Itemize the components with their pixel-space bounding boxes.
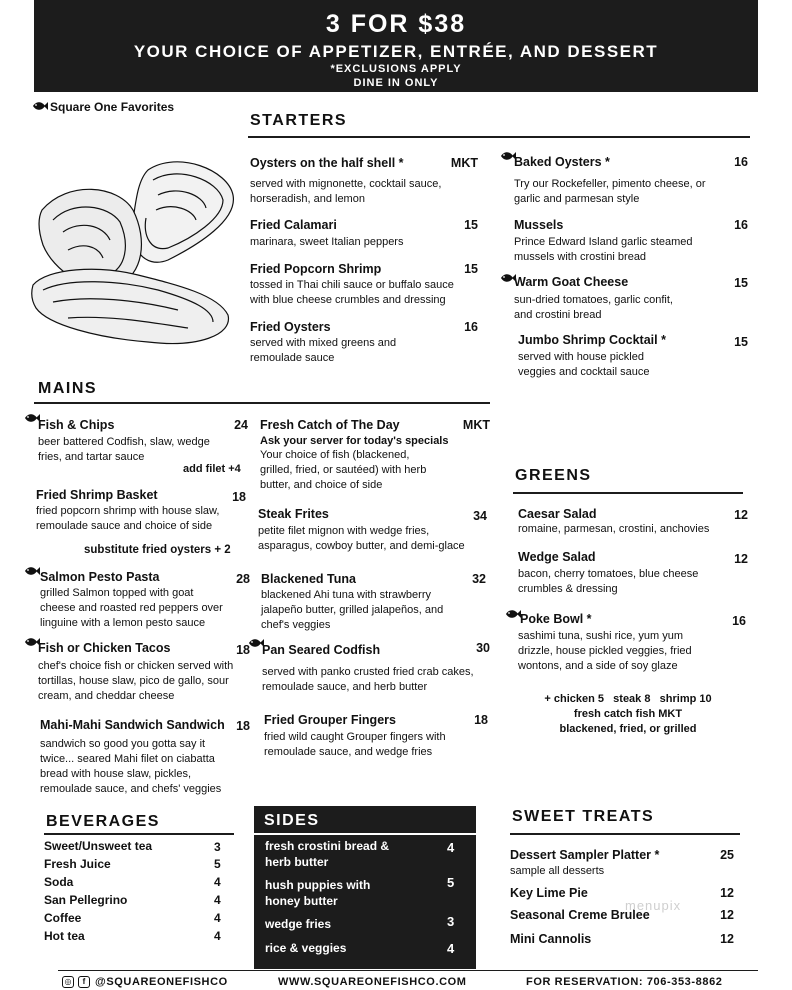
menu-item-name: Fried Grouper Fingers xyxy=(264,713,396,727)
menu-item-desc: Prince Edward Island garlic steamed mussels with crostini bread xyxy=(514,236,693,263)
menu-item-subtitle: Ask your server for today's specials xyxy=(260,435,449,447)
menu-item-name: Pan Seared Codfish xyxy=(262,643,381,657)
menu-item-name: Fish or Chicken Tacos xyxy=(38,641,171,655)
menu-item-price: 32 xyxy=(472,572,486,586)
beverage-price: 4 xyxy=(214,875,221,889)
menu-item-name: Fish & Chips xyxy=(38,418,115,432)
menu-item-price: 12 xyxy=(734,508,748,522)
menu-item-price: 16 xyxy=(734,218,748,232)
menu-item-desc: served with panko crusted fried crab cakes, remoulade sauce, and herb butter xyxy=(262,666,474,693)
side-item-price: 4 xyxy=(447,840,455,855)
side-item-name: fresh crostini bread & herb butter xyxy=(265,839,390,869)
menu-item-name: Fried Oysters xyxy=(250,320,331,334)
menu-item-price: MKT xyxy=(462,418,490,432)
beverage-price: 4 xyxy=(214,893,221,907)
menu-item-price: 15 xyxy=(464,218,478,232)
menu-item-desc: bacon, cherry tomatoes, blue cheese crumbles & dressing xyxy=(518,568,699,595)
section-title-mains: MAINS xyxy=(38,380,98,397)
section-title-sides: SIDES xyxy=(264,812,320,829)
section-title-greens: GREENS xyxy=(515,467,592,484)
menu-item-price: 25 xyxy=(720,848,734,862)
menu-item-desc: romaine, parmesan, crostini, anchovies xyxy=(518,523,710,535)
menu-item-price: 12 xyxy=(720,886,734,900)
menu-item-price: 18 xyxy=(236,719,250,733)
menu-item-desc: sun-dried tomatoes, garlic confit, and crostini bread xyxy=(514,294,673,321)
menu-item-price: 15 xyxy=(734,335,748,349)
greens-addons: + chicken 5 steak 8 shrimp 10 fresh catch fish MKT blackened, fried, or grilled xyxy=(544,693,712,735)
menu-item-desc: beer battered Codfish, slaw, wedge fries, and tartar sauce xyxy=(38,436,210,463)
mains-rule xyxy=(34,402,490,404)
promo-note-dine-in: DINE IN ONLY xyxy=(353,77,439,89)
menu-item-name: Fried Popcorn Shrimp xyxy=(250,262,382,276)
menu-item-price: 16 xyxy=(464,320,478,334)
menu-item-name: Seasonal Creme Brulee xyxy=(510,908,650,922)
beverages-rule xyxy=(44,833,234,835)
promo-title: 3 FOR $38 xyxy=(325,10,467,38)
side-item-price: 4 xyxy=(447,941,455,956)
menu-item-name: Dessert Sampler Platter * xyxy=(510,848,660,862)
menu-item-name: Baked Oysters * xyxy=(514,155,610,169)
sweets-rule xyxy=(510,833,740,835)
menu-item-name: Wedge Salad xyxy=(518,550,596,564)
menu-item-name: Warm Goat Cheese xyxy=(514,275,629,289)
instagram-icon[interactable]: ◎ xyxy=(62,976,74,988)
fish-icon xyxy=(24,566,40,576)
menu-item-name: Poke Bowl * xyxy=(520,612,592,626)
menu-item-price: 18 xyxy=(474,713,488,727)
menu-item-desc: Your choice of fish (blackened, grilled, fried, or sautéed) with herb butter, and choice of side xyxy=(260,449,427,491)
menu-item-name: Oysters on the half shell * xyxy=(250,156,404,170)
side-item-name: wedge fries xyxy=(265,917,332,931)
favorites-legend: Square One Favorites xyxy=(50,100,175,114)
menu-item-name: Mahi-Mahi Sandwich Sandwich xyxy=(40,718,225,732)
menu-item-name: Fried Shrimp Basket xyxy=(36,488,158,502)
beverage-name: San Pellegrino xyxy=(44,893,128,907)
menu-item-price: 16 xyxy=(734,155,748,169)
reservation-phone[interactable]: FOR RESERVATION: 706-353-8862 xyxy=(526,976,723,988)
menu-item-name: Fresh Catch of The Day xyxy=(260,418,400,432)
beverage-name: Fresh Juice xyxy=(44,857,111,871)
menu-item-name: Mini Cannolis xyxy=(510,932,592,946)
menu-item-price: 28 xyxy=(236,572,250,586)
starters-rule xyxy=(248,136,750,138)
fish-icon xyxy=(32,101,48,111)
menu-item-price: MKT xyxy=(450,156,478,170)
beverage-name: Soda xyxy=(44,875,74,889)
social-handle[interactable]: @SQUAREONEFISHCO xyxy=(95,976,228,988)
menu-item-name: Mussels xyxy=(514,218,564,232)
beverage-name: Sweet/Unsweet tea xyxy=(44,839,153,853)
fish-icon xyxy=(505,609,521,619)
section-title-beverages: BEVERAGES xyxy=(46,813,160,830)
facebook-icon[interactable]: f xyxy=(78,976,90,988)
beverage-price: 4 xyxy=(214,929,221,943)
menu-item-desc: fried popcorn shrimp with house slaw, remoulade sauce and choice of side xyxy=(36,505,220,532)
menu-item-desc: served with house pickled veggies and cocktail sauce xyxy=(518,351,650,378)
menu-item-price: 34 xyxy=(473,509,487,523)
menu-item-price: 18 xyxy=(232,490,246,504)
menu-item-desc: blackened Ahi tuna with strawberry jalapeño butter, grilled jalapeños, and chef's veggies xyxy=(261,589,444,631)
menu-item-name: Caesar Salad xyxy=(518,507,597,521)
sides-rule xyxy=(254,833,476,835)
side-item-price: 3 xyxy=(447,914,455,929)
beverage-name: Hot tea xyxy=(44,929,85,943)
menu-item-price: 18 xyxy=(236,643,250,657)
menu-item-desc: marinara, sweet Italian peppers xyxy=(250,236,404,248)
menu-item-name: Fried Calamari xyxy=(250,218,337,232)
footer-rule xyxy=(58,970,758,971)
menu-item-name: Salmon Pesto Pasta xyxy=(40,570,160,584)
menu-item-desc: sandwich so good you gotta say it twice... seared Mahi filet on ciabatta bread with house slaw, pickles, remoulade sauce, and chefs' veggies xyxy=(40,738,222,795)
website-link[interactable]: WWW.SQUAREONEFISHCO.COM xyxy=(278,976,467,988)
menu-item-price: 12 xyxy=(720,908,734,922)
menu-item-desc: sashimi tuna, sushi rice, yum yum drizzle, house pickled veggies, fried wontons, and a side of soy glaze xyxy=(518,630,692,672)
menu-item-price: 30 xyxy=(476,641,490,655)
menu-item-price: 24 xyxy=(234,418,248,432)
greens-rule xyxy=(513,492,743,494)
promo-note-exclusions: *EXCLUSIONS APPLY xyxy=(330,63,462,75)
beverage-price: 3 xyxy=(214,840,221,854)
beverage-name: Coffee xyxy=(44,911,82,925)
menu-item-price: 12 xyxy=(734,552,748,566)
menu-item-price: 16 xyxy=(732,614,746,628)
promo-banner xyxy=(34,0,758,92)
menu-item-desc: served with mignonette, cocktail sauce, horseradish, and lemon xyxy=(250,178,442,205)
menu-item-price: 12 xyxy=(720,932,734,946)
watermark: menupix xyxy=(625,898,682,913)
menu-item-desc: grilled Salmon topped with goat cheese and roasted red peppers over linguine with a lemon pesto sauce xyxy=(40,587,223,629)
section-title-starters: STARTERS xyxy=(250,112,348,129)
menu-item-desc: chef's choice fish or chicken served with tortillas, house slaw, pico de gallo, sour cream, and cheddar cheese xyxy=(38,660,234,702)
menu-item-desc: tossed in Thai chili sauce or buffalo sauce with blue cheese crumbles and dressing xyxy=(250,279,454,306)
menu-item-addon: add filet +4 xyxy=(183,463,241,475)
beverage-price: 4 xyxy=(214,911,221,925)
side-item-price: 5 xyxy=(447,875,455,890)
menu-item-desc: served with mixed greens and remoulade sauce xyxy=(250,337,397,364)
promo-subtitle: YOUR CHOICE OF APPETIZER, ENTRÉE, AND DESSERT xyxy=(133,42,659,61)
menu-item-name: Key Lime Pie xyxy=(510,886,588,900)
menu-item-name: Blackened Tuna xyxy=(261,572,356,586)
menu-item-desc: sample all desserts xyxy=(510,865,605,877)
beverage-price: 5 xyxy=(214,857,221,871)
menu-item-price: 15 xyxy=(464,262,478,276)
side-item-name: rice & veggies xyxy=(265,941,347,955)
oyster-illustration xyxy=(28,150,238,350)
menu-item-price: 15 xyxy=(734,276,748,290)
menu-item-addon: substitute fried oysters + 2 xyxy=(84,544,231,556)
menu-item-desc: petite filet mignon with wedge fries, asparagus, cowboy butter, and demi-glace xyxy=(258,525,465,552)
menu-item-name: Jumbo Shrimp Cocktail * xyxy=(518,333,666,347)
menu-item-desc: Try our Rockefeller, pimento cheese, or garlic and parmesan style xyxy=(514,178,706,205)
menu-item-name: Steak Frites xyxy=(258,507,329,521)
section-title-sweet-treats: SWEET TREATS xyxy=(512,808,655,825)
side-item-name: hush puppies with honey butter xyxy=(265,878,371,908)
menu-item-desc: fried wild caught Grouper fingers with remoulade sauce, and wedge fries xyxy=(264,731,446,758)
